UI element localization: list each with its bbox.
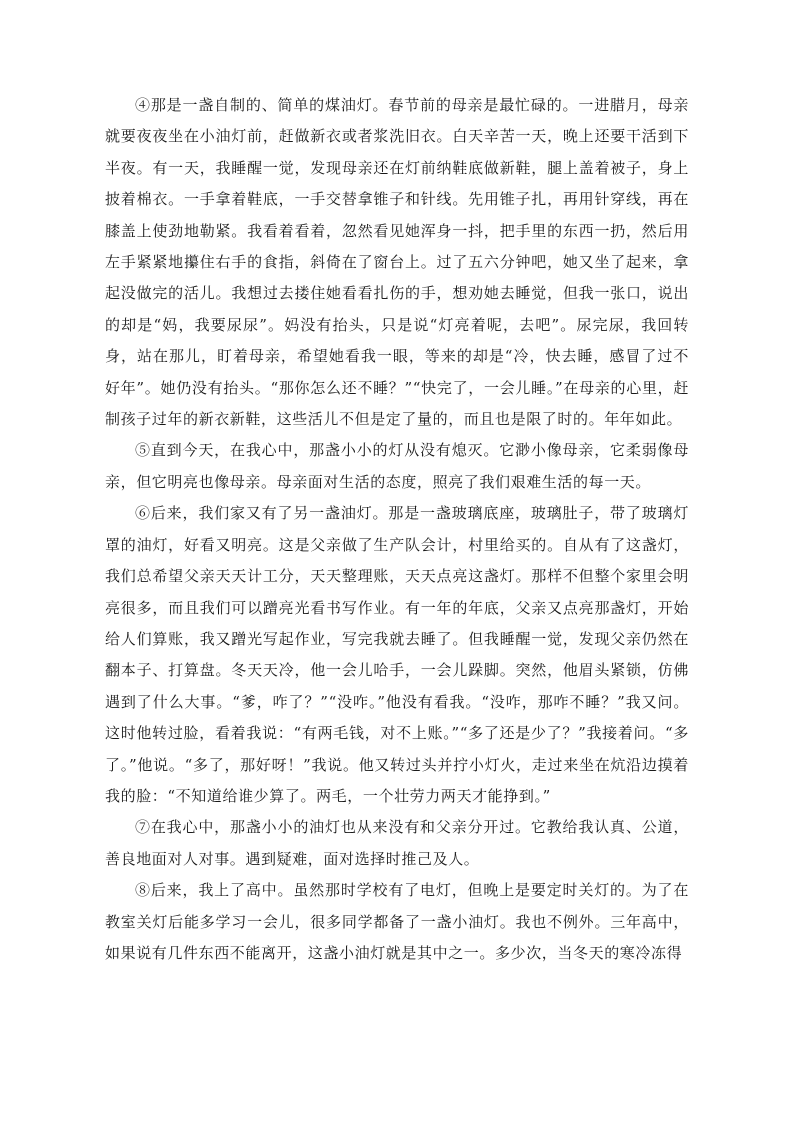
- paragraph-4: ④那是一盏自制的、简单的煤油灯。春节前的母亲是最忙碌的。一进腊月，母亲就要夜夜坐在小油灯前，赶做新衣或者浆洗旧衣。白天辛苦一天，晚上还要干活到下半夜。有一天，我睡醒一觉，发现母亲还在灯前纳鞋底做新鞋，腿上盖着被子，身上披着棉衣。一手拿着鞋底，一手交替拿锥子和针线。先用锥子扎，再用针穿线，再在膝盖上使劲地勒紧。我看着看着，忽然看见她浑身一抖，把手里的东西一扔，然后用左手紧紧地攥住右手的食指，斜倚在了窗台上。过了五六分钟吧，她又坐了起来，拿起没做完的活儿。我想过去搂住她看看扎伤的手，想劝她去睡觉，但我一张口，说出的却是“妈，我要尿尿”。妈没有抬头，只是说“灯亮着呢，去吧”。尿完尿，我回转身，站在那儿，盯着母亲，希望她看我一眼，等来的却是“冷，快去睡，感冒了过不好年”。她仍没有抬头。“那你怎么还不睡？”“快完了，一会儿睡。”在母亲的心里，赶制孩子过年的新衣新鞋，这些活儿不但是定了量的，而且也是限了时的。年年如此。: [105, 96, 689, 429]
- paragraph-6: ⑥后来，我们家又有了另一盏油灯。那是一盏玻璃底座，玻璃肚子，带了玻璃灯罩的油灯，好看又明亮。这是父亲做了生产队会计，村里给买的。自从有了这盏灯，我们总希望父亲天天计工分，天天整理账，天天点亮这盏灯。那样不但整个家里会明亮很多，而且我们可以蹭亮光看书写作业。有一年的年底，父亲又点亮那盏灯，开始给人们算账，我又蹭光写起作业，写完我就去睡了。但我睡醒一觉，发现父亲仍然在翻本子、打算盘。冬天天冷，他一会儿哈手，一会儿跺脚。突然，他眉头紧锁，仿佛遇到了什么大事。“爹，咋了？”“没咋。”他没有看我。“没咋，那咋不睡？”我又问。这时他转过脸，看着我说：“有两毛钱，对不上账。”“多了还是少了？”我接着问。“多了。”他说。“多了，那好呀！”我说。他又转过头并拧小灯火，走过来坐在炕沿边摸着我的脸：“不知道给谁少算了。两毛，一个壮劳力两天才能挣到。”: [105, 504, 689, 805]
- article-body: [105, 90, 689, 969]
- paragraph-8: ⑧后来，我上了高中。虽然那时学校有了电灯，但晚上是要定时关灯的。为了在教室关灯后能多学习一会儿，很多同学都备了一盏小油灯。我也不例外。三年高中，如果说有几件东西不能离开，这盏小油灯就是其中之一。多少次，当冬天的寒冷冻得: [105, 881, 689, 962]
- paragraph-7: ⑦在我心中，那盏小小的油灯也从来没有和父亲分开过。它教给我认真、公道，善良地面对人对事。遇到疑难，面对选择时推己及人。: [105, 818, 689, 868]
- paragraph-5: ⑤直到今天，在我心中，那盏小小的灯从没有熄灭。它渺小像母亲，它柔弱像母亲，但它明亮也像母亲。母亲面对生活的态度，照亮了我们艰难生活的每一天。: [105, 441, 689, 491]
